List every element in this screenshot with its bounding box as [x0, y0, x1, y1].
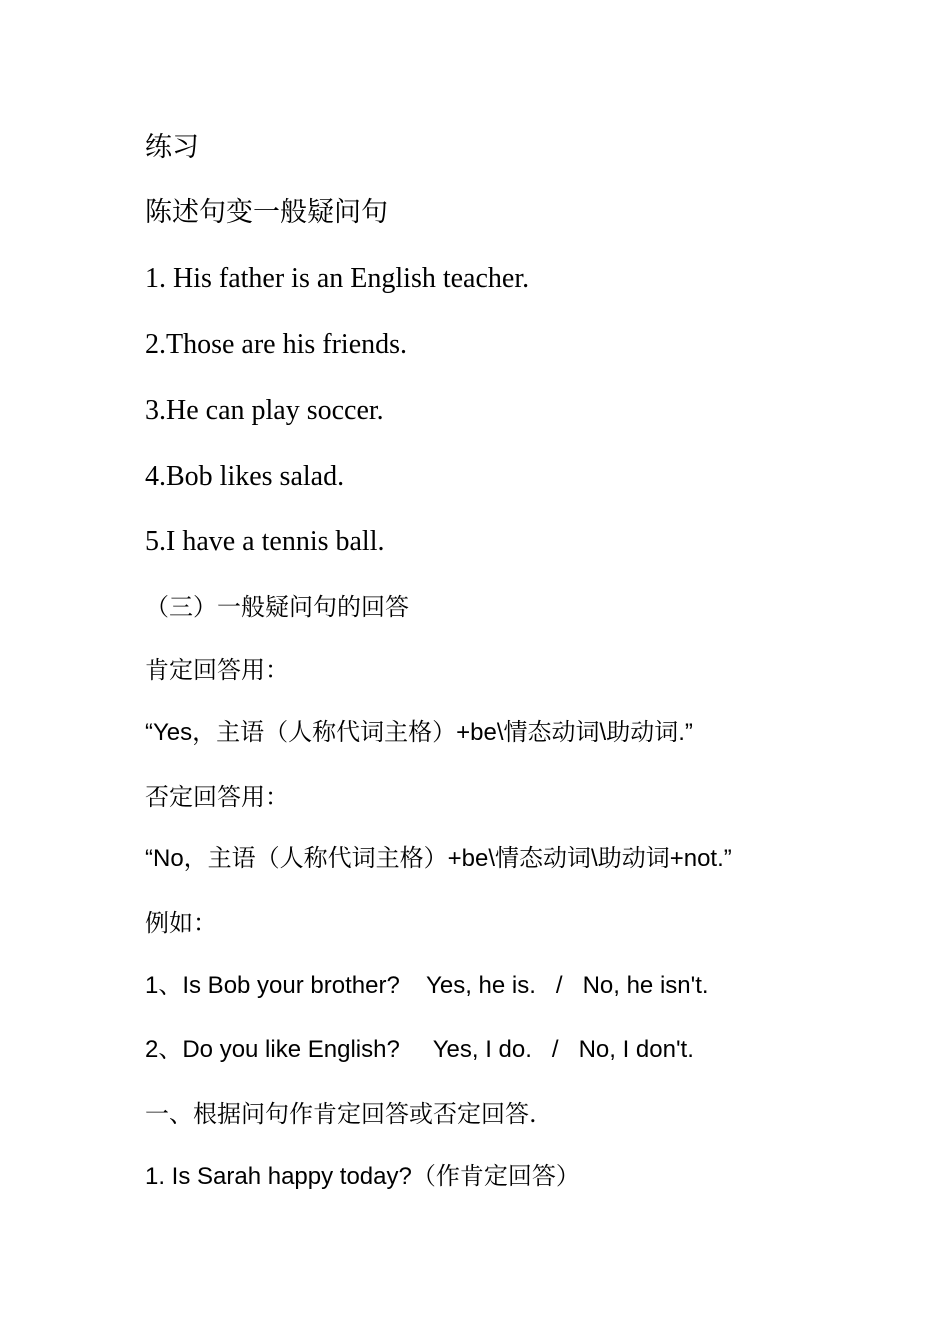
- example-2: 2、Do you like English? Yes, I do. / No, I don't.: [145, 1036, 694, 1063]
- sentence-5: 5.I have a tennis ball.: [145, 526, 385, 557]
- sentence-4: 4.Bob likes salad.: [145, 461, 345, 492]
- heading: 练习: [145, 132, 199, 163]
- negative-label: 否定回答用：: [145, 783, 289, 811]
- sentence-2: 2.Those are his friends.: [145, 329, 408, 360]
- example-label: 例如：: [145, 909, 217, 937]
- sentence-3: 3.He can play soccer.: [145, 395, 384, 426]
- example-1: 1、Is Bob your brother? Yes, he is. / No, he isn't.: [145, 972, 709, 999]
- negative-rule: “No，主语（人称代词主格）+be\情态动词\助动词+not.”: [145, 845, 732, 872]
- exercise-title: 一、根据问句作肯定回答或否定回答.: [145, 1100, 537, 1128]
- exercise-item-1: 1. Is Sarah happy today?（作肯定回答）: [145, 1163, 580, 1190]
- sentence-1: 1. His father is an English teacher.: [145, 263, 530, 294]
- affirmative-label: 肯定回答用：: [145, 656, 289, 684]
- subheading: 陈述句变一般疑问句: [145, 197, 388, 228]
- section-title: （三）一般疑问句的回答: [145, 593, 409, 621]
- affirmative-rule: “Yes，主语（人称代词主格）+be\情态动词\助动词.”: [145, 719, 693, 746]
